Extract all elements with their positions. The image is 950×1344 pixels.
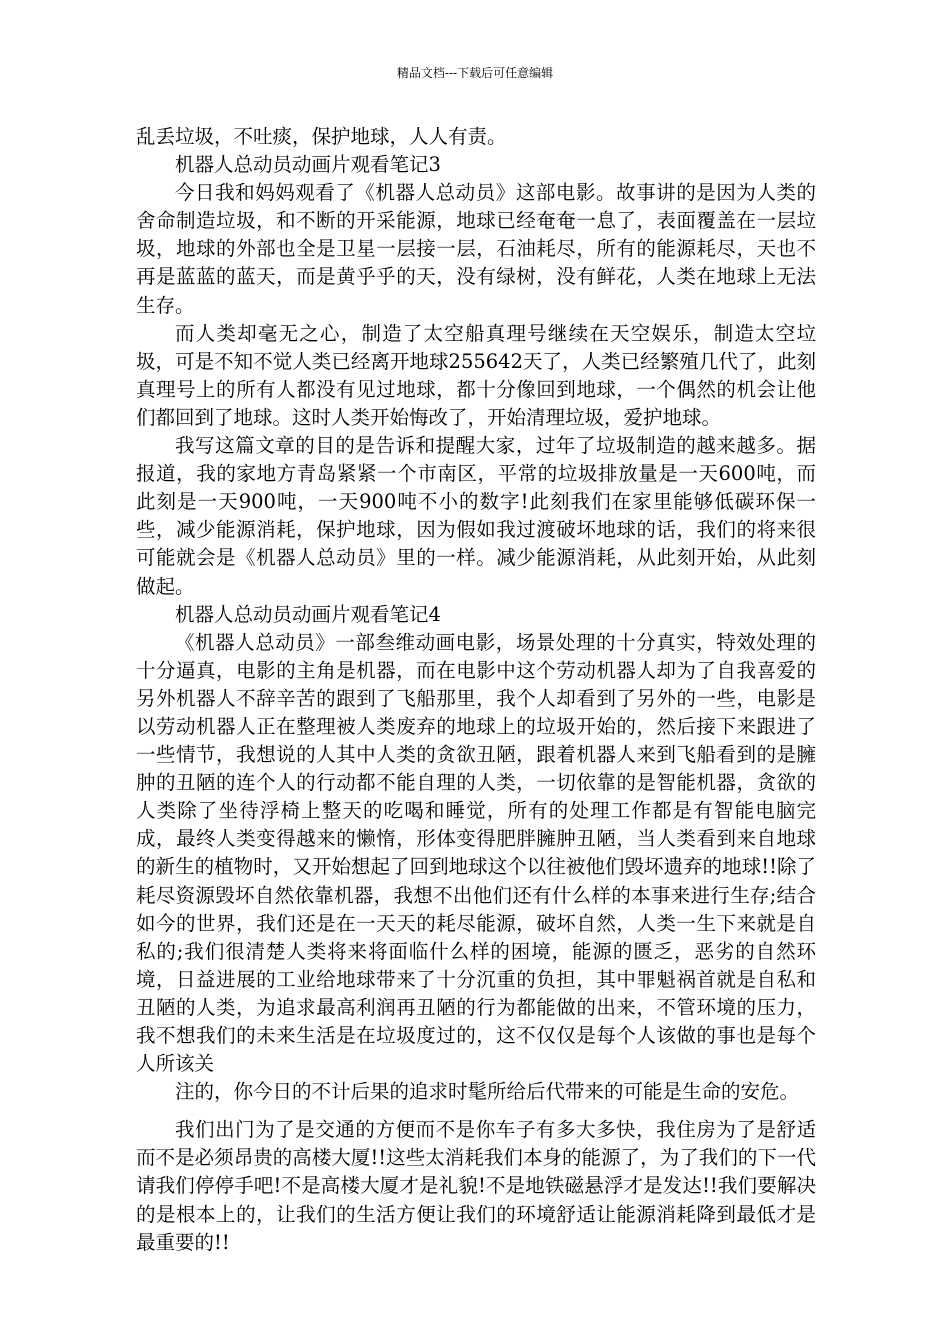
paragraph: 而人类却毫无之心，制造了太空船真理号继续在天空娱乐，制造太空垃圾，可是不知不觉人类已经离开地球255642天了，人类已经繁殖几代了，此刻真理号上的所有人都没有见过地球，都十分像回到地球，一个偶然的机会让他们都回到了地球。这时人类开始悔改了，开始清理垃圾，爱护地球。 <box>136 321 816 429</box>
section-heading: 机器人总动员动画片观看笔记4 <box>175 602 441 626</box>
paragraph: 乱丢垃圾，不吐痰，保护地球，人人有责。 <box>136 125 507 148</box>
paragraph: 《机器人总动员》一部叁维动画电影，场景处理的十分真实，特效处理的十分逼真，电影的主角是机器，而在电影中这个劳动机器人却为了自我喜爱的另外机器人不辞辛苦的跟到了飞船那里，我个人却看到了另外的一些，电影是以劳动机器人正在整理被人类废弃的地球上的垃圾开始的，然后接下来跟进了一些情节，我想说的人其中人类的贪欲丑陋，跟着机器人来到飞船看到的是臃肿的丑陋的连个人的行动都不能自理的人类，一切依靠的是智能机器，贪欲的人类除了坐待浮椅上整天的吃喝和睡觉，所有的处理工作都是有智能电脑完成，最终人类变得越来的懒惰，形体变得肥胖臃肿丑陋，当人类看到来自地球的新生的植物时，又开始想起了回到地球这个以往被他们毁坏遗弃的地球!!除了耗尽资源毁坏自然依靠机器，我想不出他们还有什么样的本事来进行生存;结合如今的世界，我们还是在一天天的耗尽能源，破坏自然，人类一生下来就是自私的;我们很清楚人类将来将面临什么样的困境，能源的匮乏，恶劣的自然环境，日益进展的工业给地球带来了十分沉重的负担，其中罪魁祸首就是自私和丑陋的人类，为追求最高利润再丑陋的行为都能做的出来，不管环境的压力，我不想我们的未来生活是在垃圾度过的，这不仅仅是每个人该做的事也是每个人所该关 <box>136 630 816 1076</box>
paragraph: 我写这篇文章的目的是告诉和提醒大家，过年了垃圾制造的越来越多。据报道，我的家地方青岛紧紧一个市南区，平常的垃圾排放量是一天600吨，而此刻是一天900吨，一天900吨不小的数字!此刻我们在家里能够低碳环保一些，减少能源消耗，保护地球，因为假如我过渡破坏地球的话，我们的将来很可能就会是《机器人总动员》里的一样。减少能源消耗，从此刻开始，从此刻做起。 <box>136 434 816 598</box>
page-header: 精品文档---下载后可任意编辑 <box>396 66 554 80</box>
paragraph: 今日我和妈妈观看了《机器人总动员》这部电影。故事讲的是因为人类的舍命制造垃圾，和不断的开采能源，地球已经奄奄一息了，表面覆盖在一层垃圾，地球的外部也全是卫星一层接一层，石油耗尽，所有的能源耗尽，天也不再是蓝蓝的蓝天，而是黄乎乎的天，没有绿树，没有鲜花，人类在地球上无法生存。 <box>136 181 816 317</box>
section-heading: 机器人总动员动画片观看笔记3 <box>175 153 441 177</box>
paragraph: 我们出门为了是交通的方便而不是你车子有多大多快，我住房为了是舒适而不是必须昂贵的高楼大厦!!这些太消耗我们本身的能源了，为了我们的下一代请我们停停手吧!不是高楼大厦才是礼貌!不是地铁磁悬浮才是发达!!我们要解决的是根本上的，让我们的生活方便让我们的环境舒适让能源消耗降到最低才是最重要的!! <box>136 1118 816 1254</box>
paragraph: 注的，你今日的不计后果的追求时髦所给后代带来的可能是生命的安危。 <box>175 1080 800 1104</box>
document-body <box>136 123 816 1257</box>
